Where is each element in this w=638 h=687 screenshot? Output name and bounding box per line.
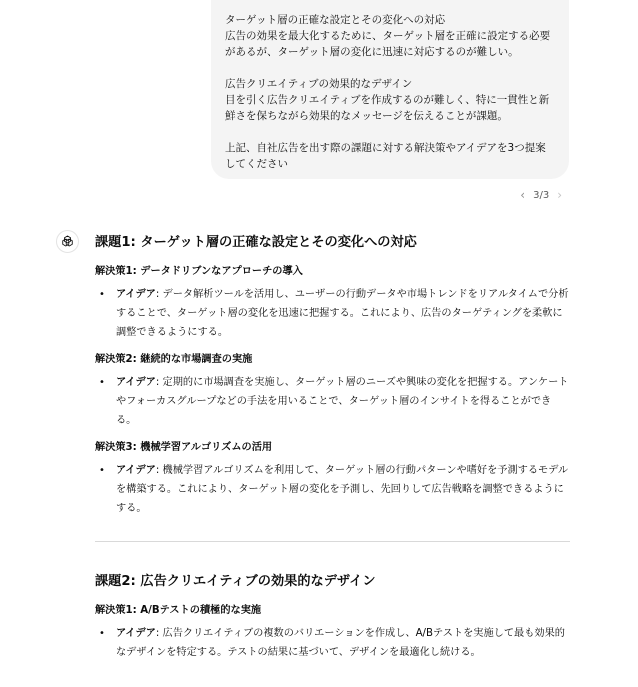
user-message-bubble [211, 0, 569, 179]
assistant-message [95, 233, 570, 671]
user-message-line: 広告クリエイティブの効果的なデザイン [225, 78, 413, 90]
solution-list [95, 285, 570, 342]
idea-label: アイデア [116, 628, 156, 639]
blank-line [225, 60, 555, 76]
list-item [116, 461, 570, 518]
solution-heading: 解決策1: データドリブンなアプローチの導入 [95, 266, 303, 277]
idea-label: アイデア [116, 289, 156, 300]
version-counter: 3/3 [533, 189, 550, 201]
user-message-line: 上記、自社広告を出す際の課題に対する解決策やアイデアを3つ提案 [225, 142, 546, 154]
chevron-left-icon[interactable]: ‹ [520, 188, 526, 202]
solution-heading: 解決策3: 機械学習アルゴリズムの活用 [95, 442, 273, 453]
idea-text: : データ解析ツールを活用し、ユーザーの行動データや市場トレンドをリアルタイムで分析することで、ターゲット層の変化を迅速に把握する。これにより、広告のターゲティングを柔軟に調整できるようにする。 [116, 289, 569, 338]
solution-list [95, 461, 570, 518]
idea-label: アイデア [116, 465, 156, 476]
list-item [116, 373, 570, 430]
user-message-line: があるが、ターゲット層の変化に迅速に対応するのが難しい。 [225, 46, 519, 58]
idea-text: : 機械学習アルゴリズムを利用して、ターゲット層の行動パターンや嗜好を予測するモデルを構築する。これにより、ターゲット層の変化を予測し、先回りして広告戦略を調整できるようにする。 [116, 465, 569, 514]
idea-text: : 定期的に市場調査を実施し、ターゲット層のニーズや興味の変化を把握する。アンケートやフォーカスグループなどの手法を用いることで、ターゲット層のインサイトを得ることができる。 [116, 377, 569, 426]
idea-text: : 広告クリエイティブの複数のバリエーションを作成し、A/Bテストを実施して最も効果的なデザインを特定する。テストの結果に基づいて、デザインを最適化し続ける。 [116, 628, 565, 658]
openai-logo-icon [56, 230, 79, 253]
user-message-line: してください [225, 158, 288, 170]
solution-list [95, 373, 570, 430]
user-message-line: 広告の効果を最大化するために、ターゲット層を正確に設定する必要 [225, 30, 551, 42]
solution-heading: 解決策2: 継続的な市場調査の実施 [95, 354, 253, 365]
section-title: 課題1: ターゲット層の正確な設定とその変化への対応 [95, 235, 417, 250]
section-divider [95, 541, 570, 542]
section-title: 課題2: 広告クリエイティブの効果的なデザイン [95, 574, 376, 589]
idea-label: アイデア [116, 377, 156, 388]
solution-list [95, 624, 570, 662]
user-message-line: ターゲット層の正確な設定とその変化への対応 [225, 14, 446, 26]
blank-line [225, 124, 555, 140]
solution-heading: 解決策1: A/Bテストの積極的な実施 [95, 605, 262, 616]
chevron-right-icon[interactable]: › [557, 188, 562, 202]
user-message-line: 目を引く広告クリエイティブを作成するのが難しく、特に一貫性と新 [225, 94, 550, 106]
user-message-line: 鮮さを保ちながら効果的なメッセージを伝えることが課題。 [225, 110, 508, 122]
response-version-nav [520, 187, 562, 203]
list-item [116, 285, 570, 342]
list-item [116, 624, 570, 662]
